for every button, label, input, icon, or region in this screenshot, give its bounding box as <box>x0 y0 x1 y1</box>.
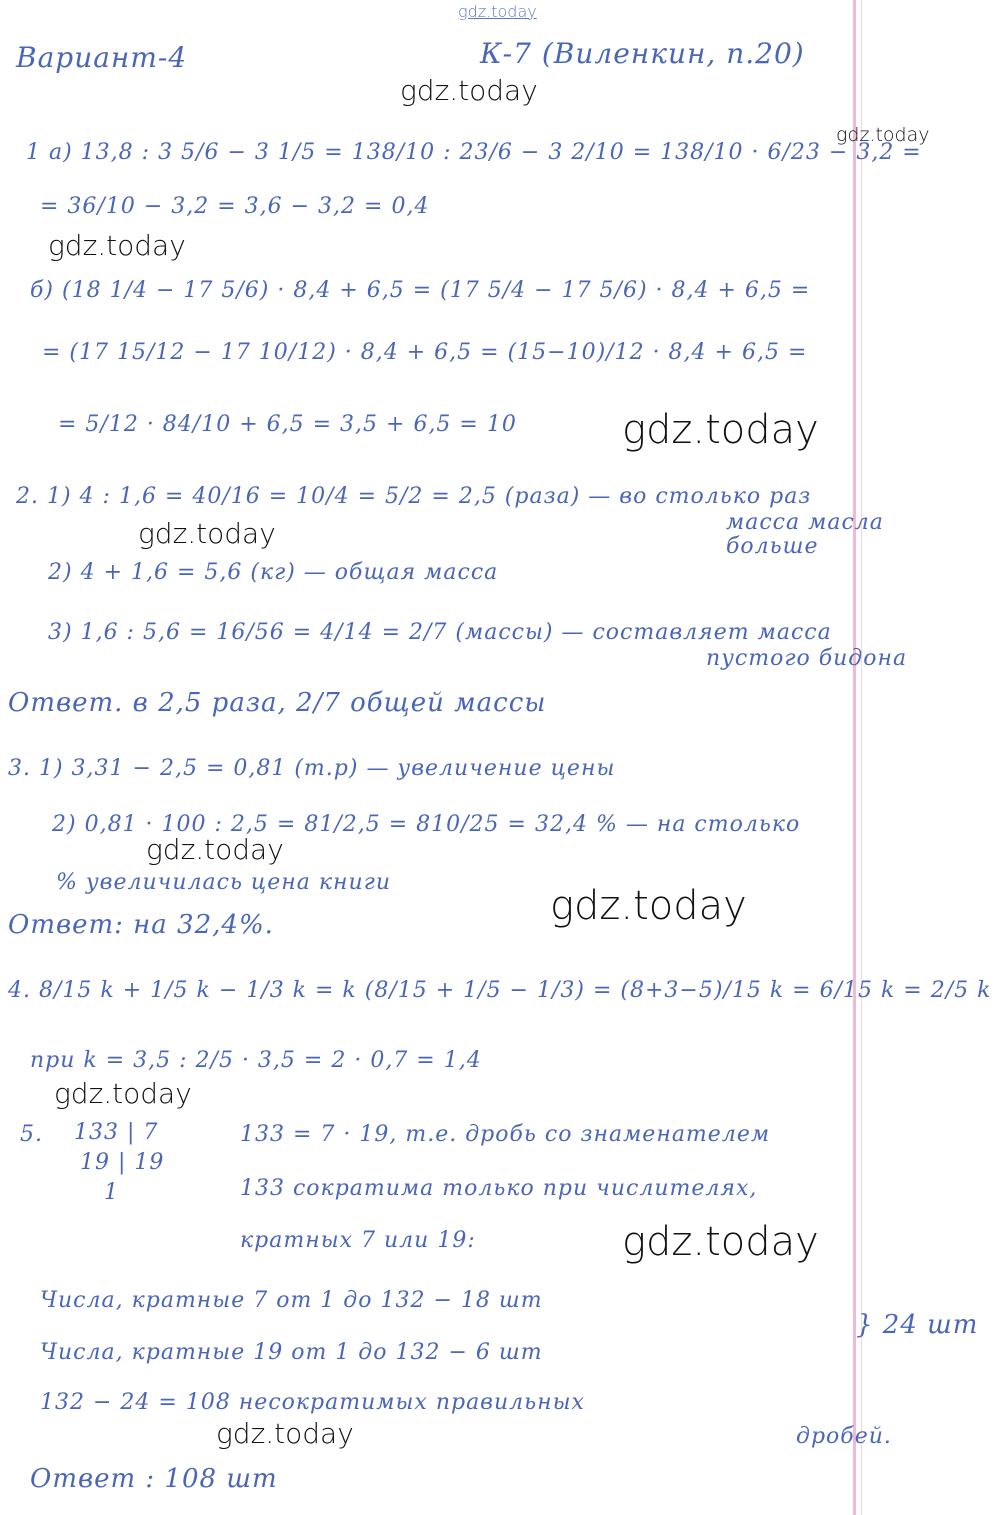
task5-line6: 132 − 24 = 108 несократимых правильных <box>40 1390 585 1415</box>
task1-b-line1: б) (18 1/4 − 17 5/6) · 8,4 + 6,5 = (17 5/4 − 17 5/6) · 8,4 + 6,5 = <box>30 278 811 303</box>
watermark: gdz.today <box>400 74 538 107</box>
task1-b-line3: = 5/12 · 84/10 + 6,5 = 3,5 + 6,5 = 10 <box>58 412 517 437</box>
task5-line1: 133 = 7 · 19, т.е. дробь со знаменателем <box>240 1122 771 1147</box>
notebook-margin-line-shadow <box>861 0 862 1515</box>
task5-answer: Ответ : 108 шт <box>30 1464 278 1494</box>
variant-heading: Вариант-4 <box>16 41 188 74</box>
task5-line7: дробей. <box>796 1424 892 1449</box>
task1-a-line1: 1 а) 13,8 : 3 5/6 − 3 1/5 = 138/10 : 23/6 − 3 2/10 = 138/10 · 6/23 − 3,2 = <box>26 140 922 165</box>
watermark: gdz.today <box>146 833 284 866</box>
task5-division-row1: 133 | 7 <box>74 1120 159 1145</box>
watermark: gdz.today <box>48 229 186 262</box>
watermark: gdz.today <box>622 1219 819 1265</box>
work-heading: К-7 (Виленкин, п.20) <box>480 37 805 70</box>
task3-answer: Ответ: на 32,4%. <box>8 910 274 940</box>
task5-line2: 133 сократима только при числителях, <box>240 1176 758 1201</box>
watermark: gdz.today <box>138 517 276 550</box>
task3-line2: 2) 0,81 · 100 : 2,5 = 81/2,5 = 810/25 = 32,4 % — на столько <box>52 812 801 837</box>
task2-note1b: больше <box>726 534 819 559</box>
task5-line3: кратных 7 или 19: <box>240 1228 476 1253</box>
task2-line3: 3) 1,6 : 5,6 = 16/56 = 4/14 = 2/7 (массы) — составляет масса <box>48 620 832 645</box>
task4-line2: при k = 3,5 : 2/5 · 3,5 = 2 · 0,7 = 1,4 <box>30 1048 482 1073</box>
task2-note1a: масса масла <box>726 510 884 535</box>
task2-line2: 2) 4 + 1,6 = 5,6 (кг) — общая масса <box>48 560 499 585</box>
task3-line1: 3. 1) 3,31 − 2,5 = 0,81 (т.р) — увеличение цены <box>8 756 616 781</box>
watermark-top: gdz.today <box>458 2 537 21</box>
task5-line4: Числа, кратные 7 от 1 до 132 − 18 шт <box>40 1288 543 1313</box>
task4-line1: 4. 8/15 k + 1/5 k − 1/3 k = k (8/15 + 1/5 − 1/3) = (8+3−5)/15 k = 6/15 k = 2/5 k <box>8 978 992 1003</box>
task5-number: 5. <box>20 1122 43 1147</box>
task5-division-row3: 1 <box>104 1180 119 1205</box>
task1-b-line2: = (17 15/12 − 17 10/12) · 8,4 + 6,5 = (15−10)/12 · 8,4 + 6,5 = <box>42 340 808 365</box>
task5-line5: Числа, кратные 19 от 1 до 132 − 6 шт <box>40 1340 543 1365</box>
task2-answer: Ответ. в 2,5 раза, 2/7 общей массы <box>8 688 547 718</box>
task3-line3: % увеличилась цена книги <box>56 870 391 895</box>
notebook-margin-line <box>853 0 856 1515</box>
watermark: gdz.today <box>54 1077 192 1110</box>
task2-note3: пустого бидона <box>706 646 908 671</box>
watermark: gdz.today <box>836 124 930 146</box>
watermark: gdz.today <box>216 1417 354 1450</box>
task2-line1: 2. 1) 4 : 1,6 = 40/16 = 10/4 = 5/2 = 2,5 (раза) — во столько раз <box>16 484 812 509</box>
watermark: gdz.today <box>550 883 747 929</box>
task5-division-row2: 19 | 19 <box>80 1150 165 1175</box>
task1-a-line2: = 36/10 − 3,2 = 3,6 − 3,2 = 0,4 <box>40 194 430 219</box>
task5-brace-total: } 24 шт <box>856 1310 979 1340</box>
watermark: gdz.today <box>622 407 819 453</box>
